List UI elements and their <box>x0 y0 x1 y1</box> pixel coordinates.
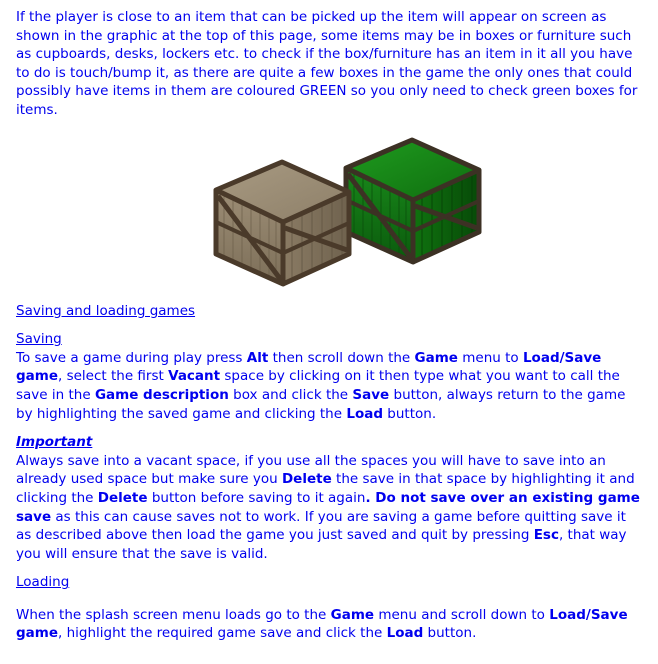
spacer <box>16 563 642 573</box>
body-text: as this can cause saves not to work. If you are saving a game before quitting save it as described above then load the game you just saved and quit by pressing <box>16 508 626 544</box>
saving-loading-link-text[interactable]: Saving and loading games <box>16 302 196 319</box>
crates-illustration <box>16 132 642 292</box>
body-text: , select the first <box>58 368 169 385</box>
body-text: button. <box>383 405 437 422</box>
emphasis-text: Game <box>414 349 458 366</box>
emphasis-text: Delete <box>281 471 332 488</box>
intro-paragraph: If the player is close to an item that can be picked up the item will appear on screen as shown in the graphic at the top of this page, some items may be in boxes or furniture such as cupboards, desks, lockers etc. to check if the box/furniture has an item in it all you have to do is touch/bump it, as there are quite a few boxes in the game the only ones that could possibly have items in them are coloured GREEN so you only need to check green boxes for items. <box>16 9 638 118</box>
important-section-body <box>16 452 642 564</box>
body-text: Always save into a vacant space, if you use all the spaces you will have to save into an already used space but make sure you <box>16 452 606 488</box>
emphasis-text: Delete <box>97 489 148 506</box>
emphasis-text: Vacant <box>168 368 221 385</box>
body-text: menu to <box>457 349 523 366</box>
body-text: When the splash screen menu loads go to the <box>16 606 331 623</box>
body-text: then scroll down the <box>268 349 415 366</box>
brown-crate <box>216 162 349 284</box>
saving-section-title <box>16 330 642 349</box>
saving-section-body <box>16 349 642 423</box>
body-text: button before saving to it again <box>147 489 366 506</box>
body-text: the save in that space by highlighting it and clicking the <box>16 471 635 506</box>
emphasis-text: Load <box>346 405 383 422</box>
crates-svg <box>202 132 492 287</box>
body-text: space by clicking on it then type what you want to call the save in the <box>16 368 620 403</box>
body-text: , that way you will ensure that the save is valid. <box>16 527 627 562</box>
loading-section-title <box>16 573 642 592</box>
emphasis-text: Save <box>352 386 390 403</box>
saving-loading-link[interactable] <box>16 302 642 321</box>
important-section-title <box>16 433 642 452</box>
emphasis-text: Load <box>386 625 424 642</box>
emphasis-text: . Do not save over an existing game save <box>16 489 640 525</box>
loading-title-text: Loading <box>16 574 70 591</box>
spacer <box>16 423 642 433</box>
emphasis-text: Alt <box>246 349 269 366</box>
emphasis-text: Game <box>330 606 375 623</box>
saving-title-text: Saving <box>16 331 62 348</box>
body-text: button, always return to the game by highlighting the saved game and clicking the <box>16 386 626 422</box>
spacer <box>16 320 642 330</box>
emphasis-text: Load/Save game <box>16 349 602 385</box>
spacer <box>16 592 642 606</box>
body-text: To save a game during play press <box>16 349 247 366</box>
emphasis-text: Esc <box>533 527 559 544</box>
emphasis-text: Game description <box>94 386 229 403</box>
body-text: menu and scroll down to <box>374 606 550 623</box>
emphasis-text: Load/Save game <box>16 606 628 642</box>
body-text: button. <box>423 625 477 642</box>
green-crate <box>346 140 479 262</box>
body-text: box and click the <box>228 386 353 403</box>
body-text: , highlight the required game save and click the <box>58 625 387 642</box>
loading-section-body <box>16 606 642 643</box>
important-title-text: Important <box>16 434 93 451</box>
